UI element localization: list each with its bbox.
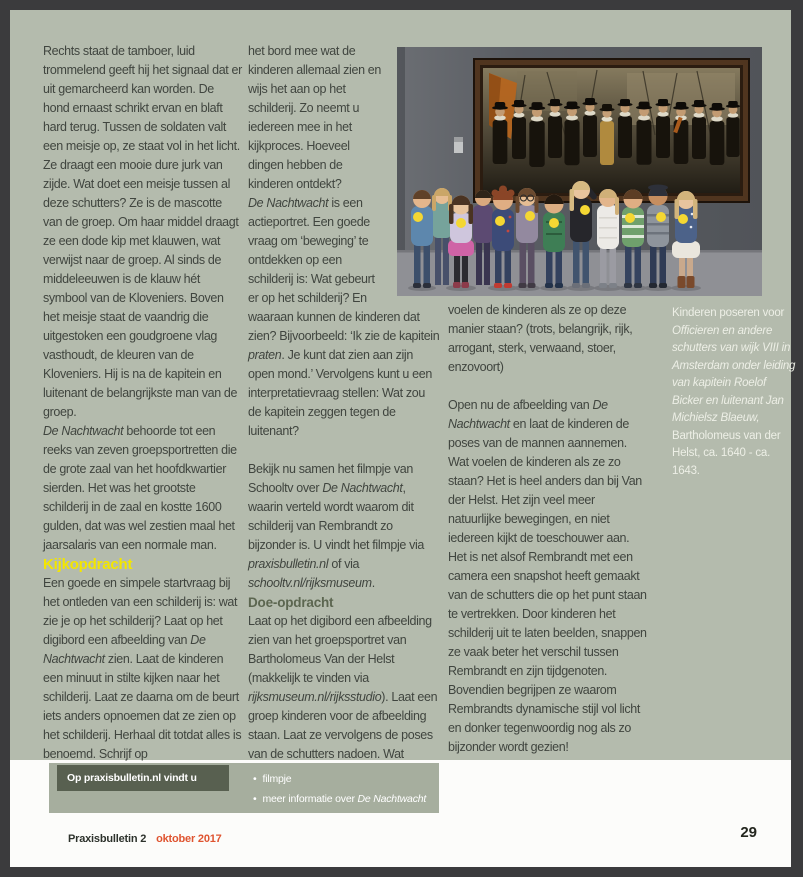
museum-photo — [397, 47, 762, 296]
resources-bar — [49, 763, 439, 813]
paragraph: het bord mee wat de kinderen allemaal zien en wijs het aan op het schilderij. Zo neemt u iedereen mee in het kijkproces. Hoeveel dingen hebben de kinderen ontdekt? — [248, 44, 382, 191]
heading-doe-opdracht: Doe-opdracht — [248, 595, 334, 610]
yellow-sticker — [413, 212, 423, 222]
yellow-sticker — [549, 218, 559, 228]
resource-item — [253, 789, 426, 809]
floor-shadows — [408, 285, 701, 291]
paragraph: De Nachtwacht behoorde tot een reeks van zeven groepsportretten die de grote zaal van het hoofdkwartier sierden. Het was het grootste schilderij in de zaal en kostte 1600 gulden, dat was wel zestien maal het jaarsalaris van een normale man. — [43, 424, 237, 552]
yellow-sticker — [456, 218, 466, 228]
wall-label — [454, 137, 463, 153]
paragraph: Bekijk nu samen het filmpje van Schooltv over De Nachtwacht, waarin verteld wordt waarom dit schilderij van Rembrandt zo bijzonder is. U vindt het filmpje via praxisbulletin.nl of via schooltv.nl/rijksmuseum. — [248, 462, 425, 590]
photo-caption: Kinderen poseren voor Officieren en andere schutters van wijk VIII in Amsterdam onder leiding van kapitein Roelof Bicker en luitenant Jan Michielsz Blaeuw, Bartholomeus van der Helst, ca. 1640 - ca. 1643. — [672, 307, 796, 477]
yellow-sticker — [678, 214, 688, 224]
page — [10, 10, 796, 867]
resources-list — [253, 769, 426, 809]
paragraph: Open nu de afbeelding van De Nachtwacht en laat de kinderen de poses van de mannen aannemen. Wat voelen de kinderen als ze zo staan? Het is heel anders dan bij Van der Helst. Het zijn veel meer natuurlijke bewegingen, en niet iedereen kijkt de toeschouwer aan. Het is net alsof Rembrandt met een camera een snapshot heeft gemaakt van de schutters die op het punt staan te vertrekken. Door kinderen het schilderij uit te laten beelden, snappen ze vaak beter het verschil tussen Rembrandt en zijn tijdgenoten. Bovendien begrijpen ze waarom Rembrandts dynamische stijl vol licht en donker tegenwoordig nog als zo bijzonder wordt gezien! — [448, 398, 647, 754]
resource-item — [253, 769, 426, 789]
painting — [473, 58, 750, 203]
magazine-title: Praxisbulletin 2 — [68, 833, 147, 845]
page-footer — [68, 833, 222, 845]
paragraph: voelen de kinderen als ze op deze manier staan? (trots, belangrijk, rijk, arrogant, sterk, verwaand, stoer, enzovoort) — [448, 303, 633, 374]
resource-item-label: meer informatie over De Nachtwacht — [262, 793, 427, 805]
paragraph: De Nachtwacht is een actieportret. Een goede vraag om ‘beweging’ te ontdekken op een schilderij is: Wat gebeurt er op het schilderij? En waaraan kunnen de kinderen dat zien? Bijvoorbeeld: ‘Ik zie de kapitein praten. Je kunt dat zien aan zijn open mond.’ Vervolgens kunt u een interpretatievraag stellen: Wat zou de kapitein zeggen tegen de luitenant? — [248, 196, 440, 438]
paragraph: Een goede en simpele startvraag bij het ontleden van een schilderij is: wat zie je op het schilderij? Laat op het digibord een afbeelding van De Nachtwacht zien. Laat de kinderen een minuut in stilte kijken naar het schilderij. Laat ze daarna om de beurt iets anders opnoemen dat ze zien op het schilderij. Herhaal dit totdat alles is benoemd. Schrijf op — [43, 576, 242, 761]
yellow-sticker — [580, 205, 590, 215]
article-column-3 — [448, 301, 649, 757]
resources-bar-title: Op praxisbulletin.nl vindt u — [57, 765, 229, 791]
paragraph: Laat op het digibord een afbeelding zien van het groepsportret van Bartholomeus Van der Helst (makkelijk te vinden via rijksmuseum.nl/rijksstudio). Laat een groep kinderen voor de afbeelding staan. Laat ze vervolgens de poses van de schutters nadoen. Wat — [248, 614, 438, 761]
yellow-sticker — [656, 212, 666, 222]
heading-kijkopdracht: Kijkopdracht — [43, 556, 133, 573]
bullet-icon: • — [253, 773, 257, 785]
page-number: 29 — [740, 824, 757, 841]
yellow-sticker — [525, 211, 535, 221]
yellow-sticker — [495, 216, 505, 226]
paragraph: Rechts staat de tamboer, luid trommelend geeft hij het signaal dat er uit gemarcheerd kan worden. De hond ernaast schrikt ervan en blaft hard terug. Tussen de soldaten valt een meisje op, ze staat vol in het licht. Ze draagt een mooie dure jurk van zijde. Wat doet een meisje tussen al deze schutters? Ze is de mascotte van de groep. Om haar middel draagt ze een dode kip met klauwen, wat verwijst naar de groep. Al sinds de middeleeuwen is de klauw hét symbool van de Kloveniers. Boven het meisje staat de vaandrig die uitgestoken een goudgroene vlag vasthoudt, de kleuren van de Kloveniers. Hij is na de kapitein en luitenant de belangrijkste man van de groep. — [43, 44, 242, 419]
resource-item-label: filmpje — [262, 773, 292, 785]
bullet-icon: • — [253, 793, 257, 805]
yellow-sticker — [625, 213, 635, 223]
issue-date: oktober 2017 — [156, 833, 222, 845]
museum-photo-illustration — [397, 47, 762, 296]
article-column-1 — [43, 42, 242, 764]
